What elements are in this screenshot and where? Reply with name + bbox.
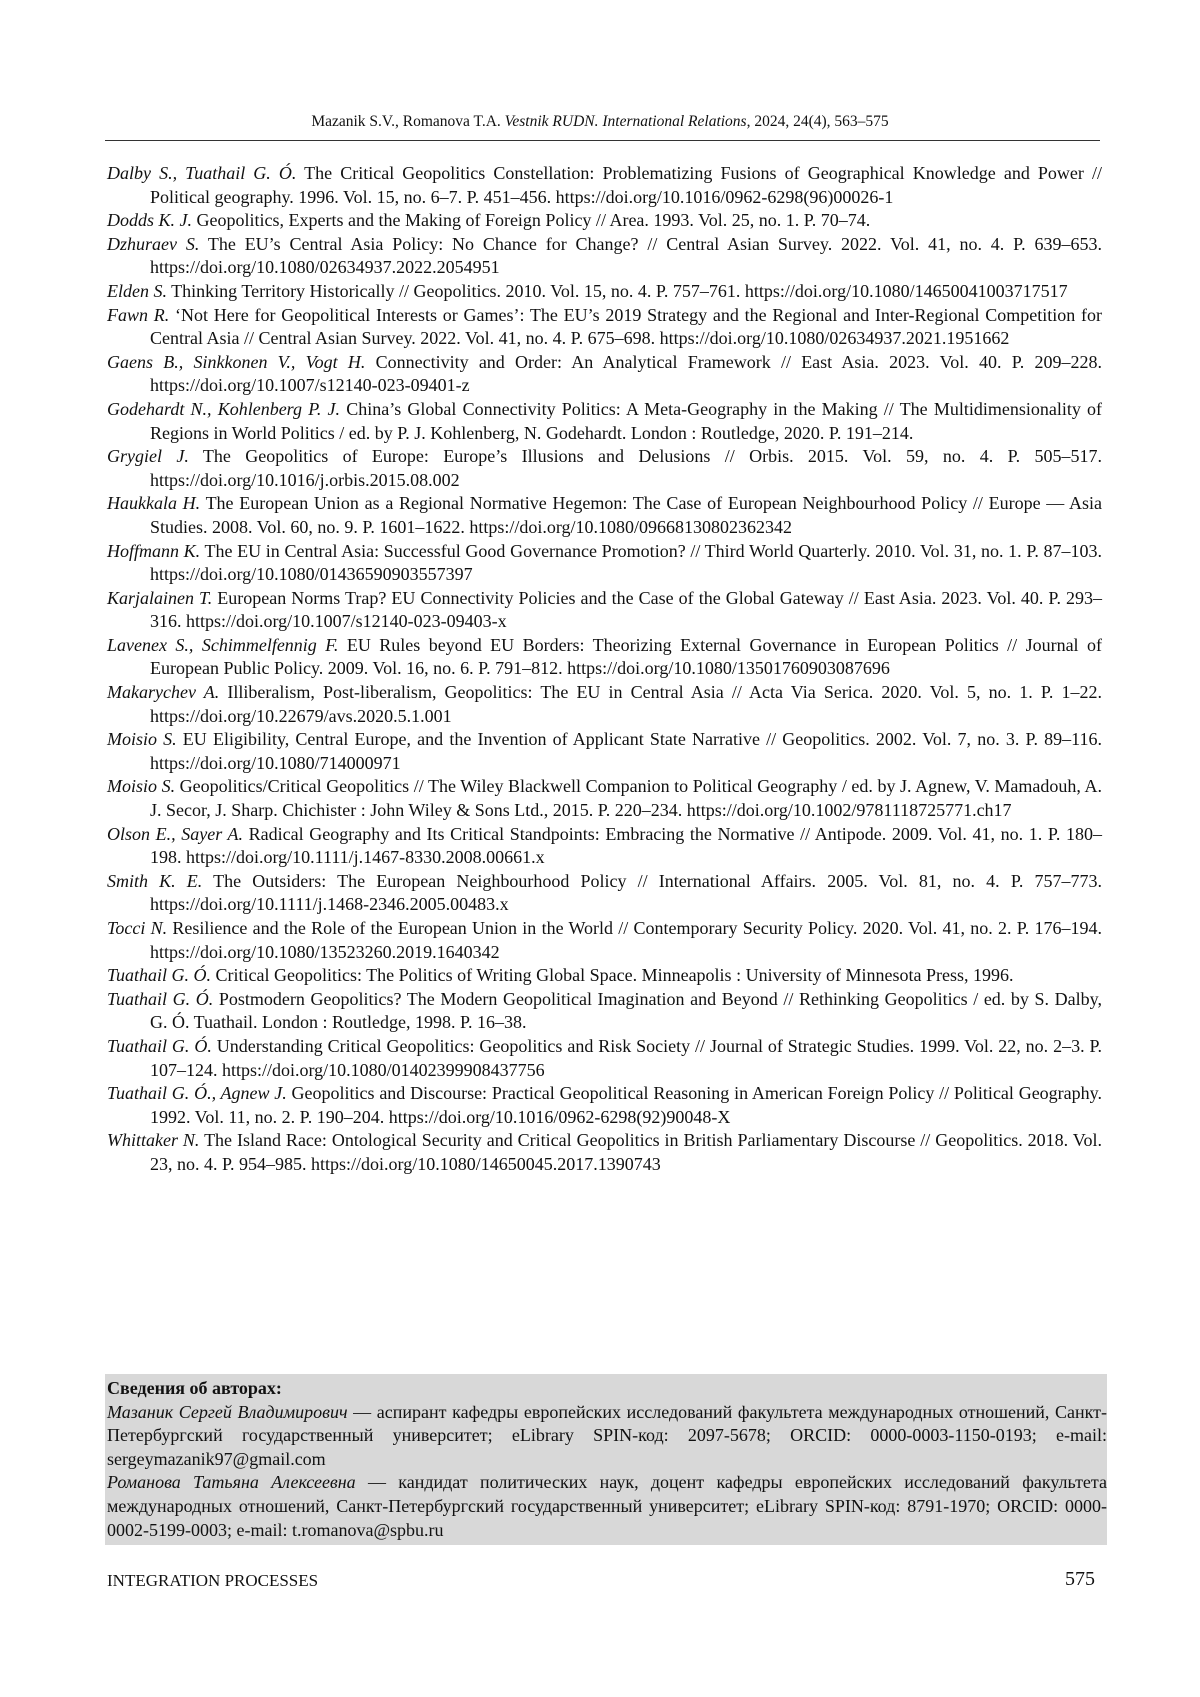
reference-entry (107, 634, 1102, 681)
reference-text: Geopolitics, Experts and the Making of Foreign Policy // Area. 1993. Vol. 25, no. 1. P. 70–74. (192, 210, 870, 230)
reference-author: Dalby S., Tuathail G. Ó. (107, 163, 296, 183)
reference-author: Dzhuraev S. (107, 234, 199, 254)
reference-text: Illiberalism, Post-liberalism, Geopolitics: The EU in Central Asia // Acta Via Serica. 2020. Vol. 5, no. 1. P. 1–22. https://doi.org/10.22679/avs.2020.5.1.001 (150, 682, 1102, 726)
reference-entry (107, 681, 1102, 728)
reference-entry (107, 870, 1102, 917)
header-authors: Mazanik S.V., Romanova T.A. (311, 113, 500, 130)
reference-author: Olson E., Sayer A. (107, 824, 243, 844)
reference-text: Resilience and the Role of the European Union in the World // Contemporary Security Policy. 2020. Vol. 41, no. 2. P. 176–194. https://doi.org/10.1080/13523260.2019.1640342 (150, 918, 1102, 962)
reference-entry (107, 1129, 1102, 1176)
reference-author: Tuathail G. Ó., Agnew J. (107, 1083, 287, 1103)
reference-entry (107, 233, 1102, 280)
reference-entry (107, 304, 1102, 351)
author-info (107, 1471, 1107, 1542)
reference-entry (107, 964, 1102, 988)
reference-text: Connectivity and Order: An Analytical Framework // East Asia. 2023. Vol. 40. P. 209–228. https://doi.org/10.1007/s12140-023-09401-z (150, 352, 1102, 396)
reference-entry (107, 280, 1102, 304)
reference-entry (107, 775, 1102, 822)
reference-author: Dodds K. J. (107, 210, 192, 230)
header-rule (105, 140, 1100, 141)
reference-author: Haukkala H. (107, 493, 200, 513)
reference-entry (107, 1035, 1102, 1082)
reference-text: The Outsiders: The European Neighbourhood Policy // International Affairs. 2005. Vol. 81, no. 4. P. 757–773. https://doi.org/10.1111/j.1468-2346.2005.00483.x (150, 871, 1102, 915)
reference-entry (107, 351, 1102, 398)
reference-text: The EU’s Central Asia Policy: No Chance for Change? // Central Asian Survey. 2022. Vol. 41, no. 4. P. 639–653. https://doi.org/10.1080/02634937.2022.2054951 (150, 234, 1102, 278)
reference-author: Elden S. (107, 281, 167, 301)
reference-list (107, 162, 1102, 1177)
reference-text: China’s Global Connectivity Politics: A Meta-Geography in the Making // The Multidimensionality of Regions in World Politics / ed. by P. J. Kohlenberg, N. Godehardt. London : Routledge, 2020. P. 191–214. (150, 399, 1102, 443)
reference-author: Karjalainen T. (107, 588, 212, 608)
reference-text: The Critical Geopolitics Constellation: Problematizing Fusions of Geographical Knowledge and Power // Political geography. 1996. Vol. 15, no. 6–7. P. 451–456. https://doi.org/10.1016/0962-6298(96)00026-1 (150, 163, 1102, 207)
author-name: Мазаник Сергей Владимирович (107, 1402, 348, 1422)
reference-text: Radical Geography and Its Critical Standpoints: Embracing the Normative // Antipode. 2009. Vol. 41, no. 1. P. 180–198. https://doi.org/10.1111/j.1467-8330.2008.00661.x (150, 824, 1102, 868)
reference-text: EU Eligibility, Central Europe, and the Invention of Applicant State Narrative // Geopolitics. 2002. Vol. 7, no. 3. P. 89–116. https://doi.org/10.1080/714000971 (150, 729, 1102, 773)
reference-entry (107, 492, 1102, 539)
page-number: 575 (1065, 1568, 1095, 1591)
reference-text: Geopolitics/Critical Geopolitics // The Wiley Blackwell Companion to Political Geography / ed. by J. Agnew, V. Mamadouh, A. J. Secor, J. Sharp. Chichister : John Wiley & Sons Ltd., 2015. P. 220–234. https://doi.org/10.1002/9781118725771.ch17 (150, 776, 1102, 820)
reference-entry (107, 917, 1102, 964)
reference-text: ‘Not Here for Geopolitical Interests or Games’: The EU’s 2019 Strategy and the Regional and Inter-Regional Competition for Central Asia // Central Asian Survey. 2022. Vol. 41, no. 4. P. 675–698. https://doi.org/10.1080/02634937.2021.1951662 (150, 305, 1102, 349)
author-details: — аспирант кафедры европейских исследований факультета международных отношений, Санкт-Петербургский государственный университет; eLibrary SPIN-код: 2097-5678; ORCID: 0000-0003-1150-0193; e-mail: sergeymazanik97@gmail.com (107, 1402, 1107, 1469)
reference-entry (107, 823, 1102, 870)
author-name: Романова Татьяна Алексеевна (107, 1472, 356, 1492)
reference-text: Understanding Critical Geopolitics: Geopolitics and Risk Society // Journal of Strategic Studies. 1999. Vol. 22, no. 2–3. P. 107–124. https://doi.org/10.1080/01402399908437756 (150, 1036, 1102, 1080)
reference-author: Moisio S. (107, 776, 175, 796)
reference-author: Hoffmann K. (107, 541, 200, 561)
reference-text: European Norms Trap? EU Connectivity Policies and the Case of the Global Gateway // East Asia. 2023. Vol. 40. P. 293–316. https://doi.org/10.1007/s12140-023-09403-x (150, 588, 1102, 632)
reference-author: Fawn R. (107, 305, 169, 325)
reference-entry (107, 587, 1102, 634)
reference-text: Postmodern Geopolitics? The Modern Geopolitical Imagination and Beyond // Rethinking Geopolitics / ed. by S. Dalby, G. Ó. Tuathail. London : Routledge, 1998. P. 16–38. (150, 989, 1102, 1033)
reference-text: The European Union as a Regional Normative Hegemon: The Case of European Neighbourhood Policy // Europe — Asia Studies. 2008. Vol. 60, no. 9. P. 1601–1622. https://doi.org/10.1080/09668130802362342 (150, 493, 1102, 537)
reference-text: Geopolitics and Discourse: Practical Geopolitical Reasoning in American Foreign Policy // Political Geography. 1992. Vol. 11, no. 2. P. 190–204. https://doi.org/10.1016/0962-6298(92)90048-X (150, 1083, 1102, 1127)
author-info (107, 1401, 1107, 1472)
reference-entry (107, 445, 1102, 492)
reference-entry (107, 1082, 1102, 1129)
reference-text: The Geopolitics of Europe: Europe’s Illusions and Delusions // Orbis. 2015. Vol. 59, no. 4. P. 505–517. https://doi.org/10.1016/j.orbis.2015.08.002 (150, 446, 1102, 490)
reference-author: Lavenex S., Schimmelfennig F. (107, 635, 338, 655)
reference-entry (107, 398, 1102, 445)
reference-author: Tuathail G. Ó. (107, 989, 213, 1009)
reference-author: Godehardt N., Kohlenberg P. J. (107, 399, 340, 419)
reference-author: Tuathail G. Ó. (107, 1036, 212, 1056)
reference-entry (107, 728, 1102, 775)
reference-entry (107, 209, 1102, 233)
reference-author: Tuathail G. Ó. (107, 965, 211, 985)
reference-author: Whittaker N. (107, 1130, 199, 1150)
footer-section: INTEGRATION PROCESSES (107, 1571, 318, 1591)
reference-entry (107, 162, 1102, 209)
reference-author: Smith K. E. (107, 871, 202, 891)
reference-author: Grygiel J. (107, 446, 189, 466)
reference-text: Thinking Territory Historically // Geopolitics. 2010. Vol. 15, no. 4. P. 757–761. https://doi.org/10.1080/14650041003717517 (167, 281, 1068, 301)
running-header (105, 113, 1095, 131)
header-details: , 2024, 24(4), 563–575 (747, 113, 889, 130)
reference-author: Gaens B., Sinkkonen V., Vogt H. (107, 352, 365, 372)
reference-text: EU Rules beyond EU Borders: Theorizing External Governance in European Politics // Journal of European Public Policy. 2009. Vol. 16, no. 6. P. 791–812. https://doi.org/10.1080/13501760903087696 (150, 635, 1102, 679)
reference-entry (107, 540, 1102, 587)
reference-text: Critical Geopolitics: The Politics of Writing Global Space. Minneapolis : University of Minnesota Press, 1996. (211, 965, 1014, 985)
header-journal: Vestnik RUDN. International Relations (505, 113, 747, 130)
author-details: — кандидат политических наук, доцент кафедры европейских исследований факультета международных отношений, Санкт-Петербургский государственный университет; eLibrary SPIN-код: 8791-1970; ORCID: 0000-0002-5199-0003; e-mail: t.romanova@spbu.ru (107, 1472, 1107, 1539)
reference-text: The EU in Central Asia: Successful Good Governance Promotion? // Third World Quarterly. 2010. Vol. 31, no. 1. P. 87–103. https://doi.org/10.1080/01436590903557397 (150, 541, 1102, 585)
about-authors-title: Сведения об авторах: (107, 1377, 1107, 1401)
reference-author: Moisio S. (107, 729, 177, 749)
reference-author: Tocci N. (107, 918, 167, 938)
reference-entry (107, 988, 1102, 1035)
reference-text: The Island Race: Ontological Security and Critical Geopolitics in British Parliamentary Discourse // Geopolitics. 2018. Vol. 23, no. 4. P. 954–985. https://doi.org/10.1080/14650045.2017.1390743 (150, 1130, 1102, 1174)
reference-author: Makarychev A. (107, 682, 219, 702)
about-authors-box (105, 1374, 1107, 1545)
